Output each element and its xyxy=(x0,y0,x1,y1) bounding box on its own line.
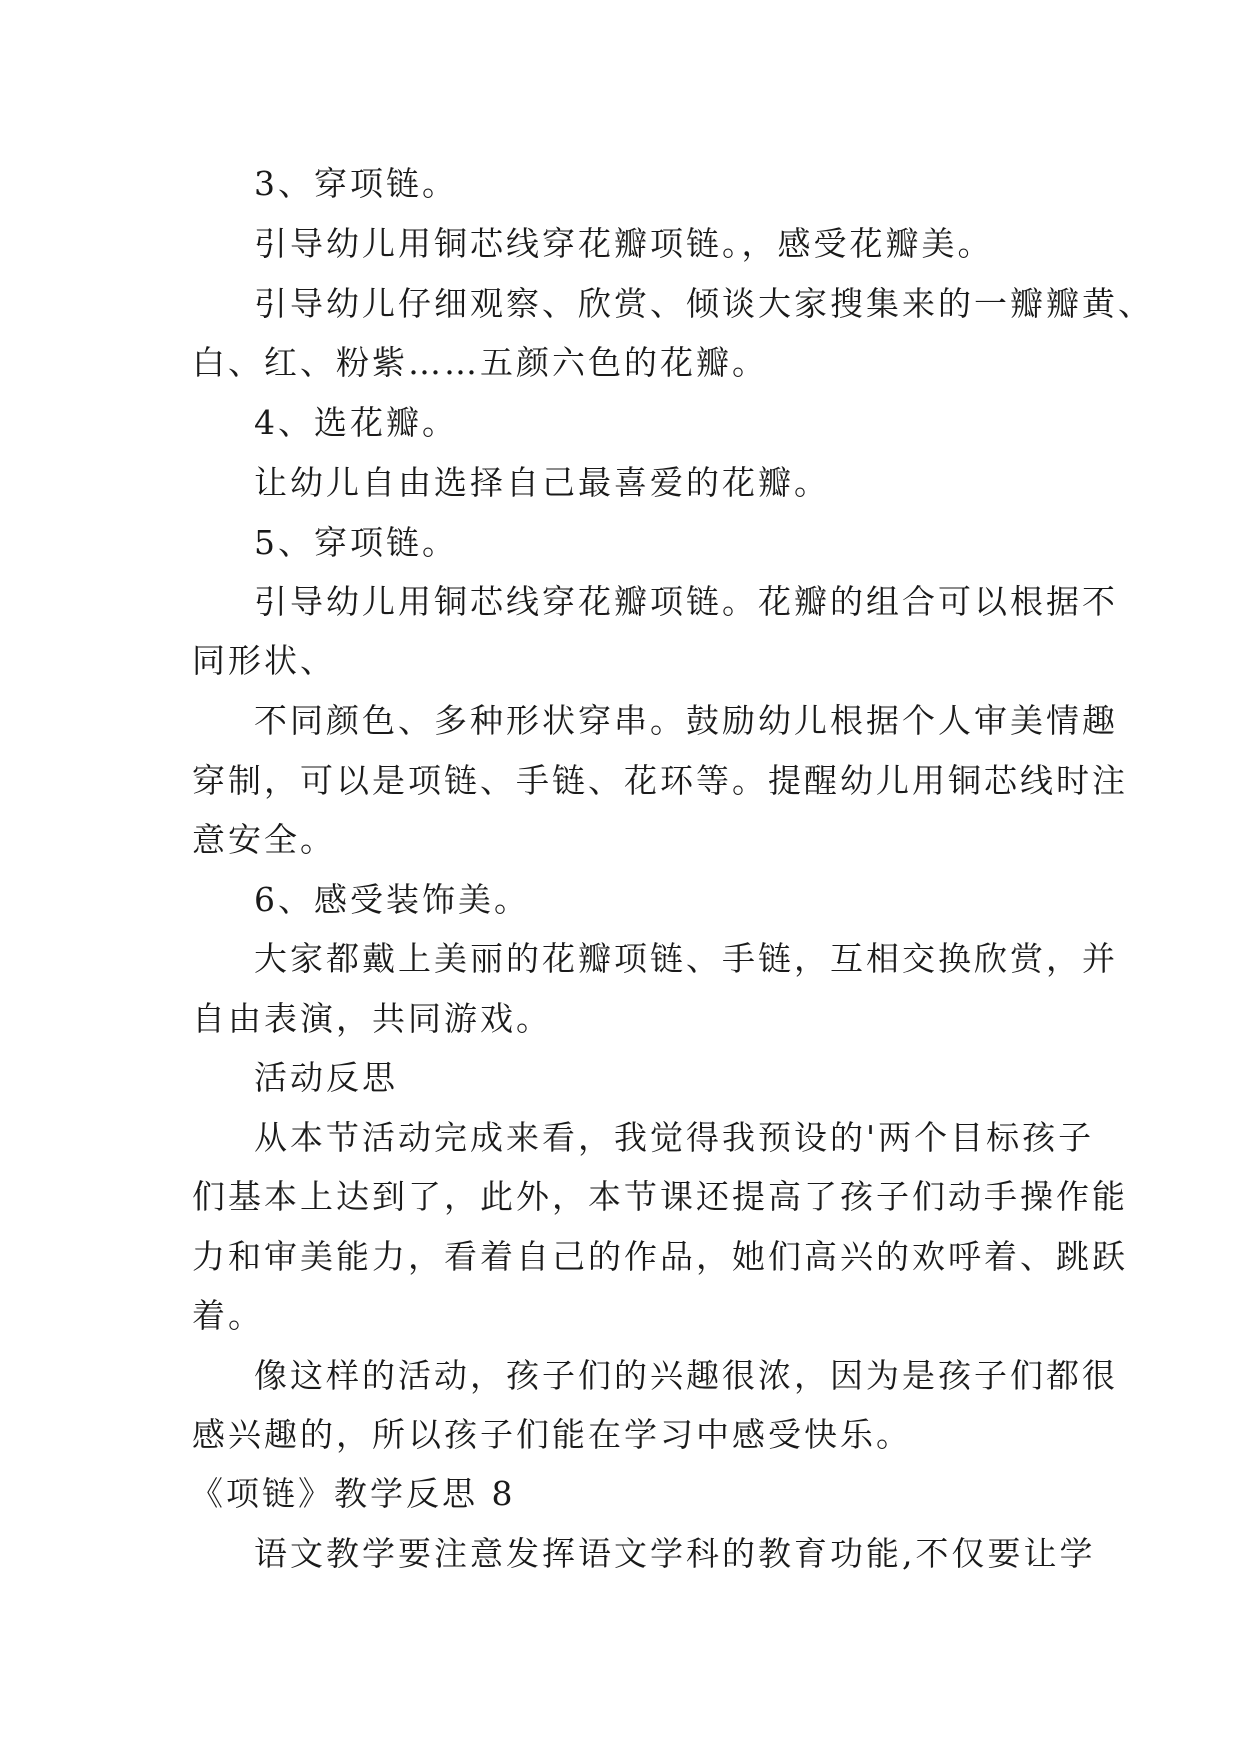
paragraph-line: 白、红、粉紫……五颜六色的花瓣。 xyxy=(192,343,768,382)
step-5-heading: 5、穿项链。 xyxy=(254,523,458,562)
paragraph-line: 力和审美能力，看着自己的作品，她们高兴的欢呼着、跳跃 xyxy=(192,1237,1128,1276)
paragraph-line: 大家都戴上美丽的花瓣项链、手链，互相交换欣赏，并 xyxy=(254,939,1118,978)
paragraph-line: 们基本上达到了，此外，本节课还提高了孩子们动手操作能 xyxy=(192,1177,1128,1216)
step-4-heading: 4、选花瓣。 xyxy=(254,403,458,442)
paragraph-line: 穿制，可以是项链、手链、花环等。提醒幼儿用铜芯线时注 xyxy=(192,761,1128,800)
paragraph-line: 感兴趣的，所以孩子们能在学习中感受快乐。 xyxy=(192,1415,912,1454)
paragraph-line: 同形状、 xyxy=(192,641,336,680)
step-3-heading: 3、穿项链。 xyxy=(254,164,458,203)
paragraph-line: 引导幼儿用铜芯线穿花瓣项链。，感受花瓣美。 xyxy=(254,224,994,263)
section-heading-reflection: 活动反思 xyxy=(254,1058,398,1097)
paragraph-line: 从本节活动完成来看，我觉得我预设的'两个目标孩子 xyxy=(254,1118,1095,1157)
paragraph-line: 引导幼儿用铜芯线穿花瓣项链。花瓣的组合可以根据不 xyxy=(254,582,1118,621)
step-6-heading: 6、感受装饰美。 xyxy=(254,880,530,919)
paragraph-line: 不同颜色、多种形状穿串。鼓励幼儿根据个人审美情趣 xyxy=(254,701,1118,740)
paragraph-line: 自由表演，共同游戏。 xyxy=(192,999,552,1038)
paragraph-line: 语文教学要注意发挥语文学科的教育功能,不仅要让学 xyxy=(254,1534,1096,1573)
paragraph-line: 意安全。 xyxy=(192,820,336,859)
paragraph-line: 让幼儿自由选择自己最喜爱的花瓣。 xyxy=(254,463,830,502)
article-title: 《项链》教学反思 8 xyxy=(190,1474,516,1513)
paragraph-line: 引导幼儿仔细观察、欣赏、倾谈大家搜集来的一瓣瓣黄、 xyxy=(254,284,1154,323)
paragraph-line: 着。 xyxy=(192,1296,264,1335)
paragraph-line: 像这样的活动，孩子们的兴趣很浓，因为是孩子们都很 xyxy=(254,1356,1118,1395)
